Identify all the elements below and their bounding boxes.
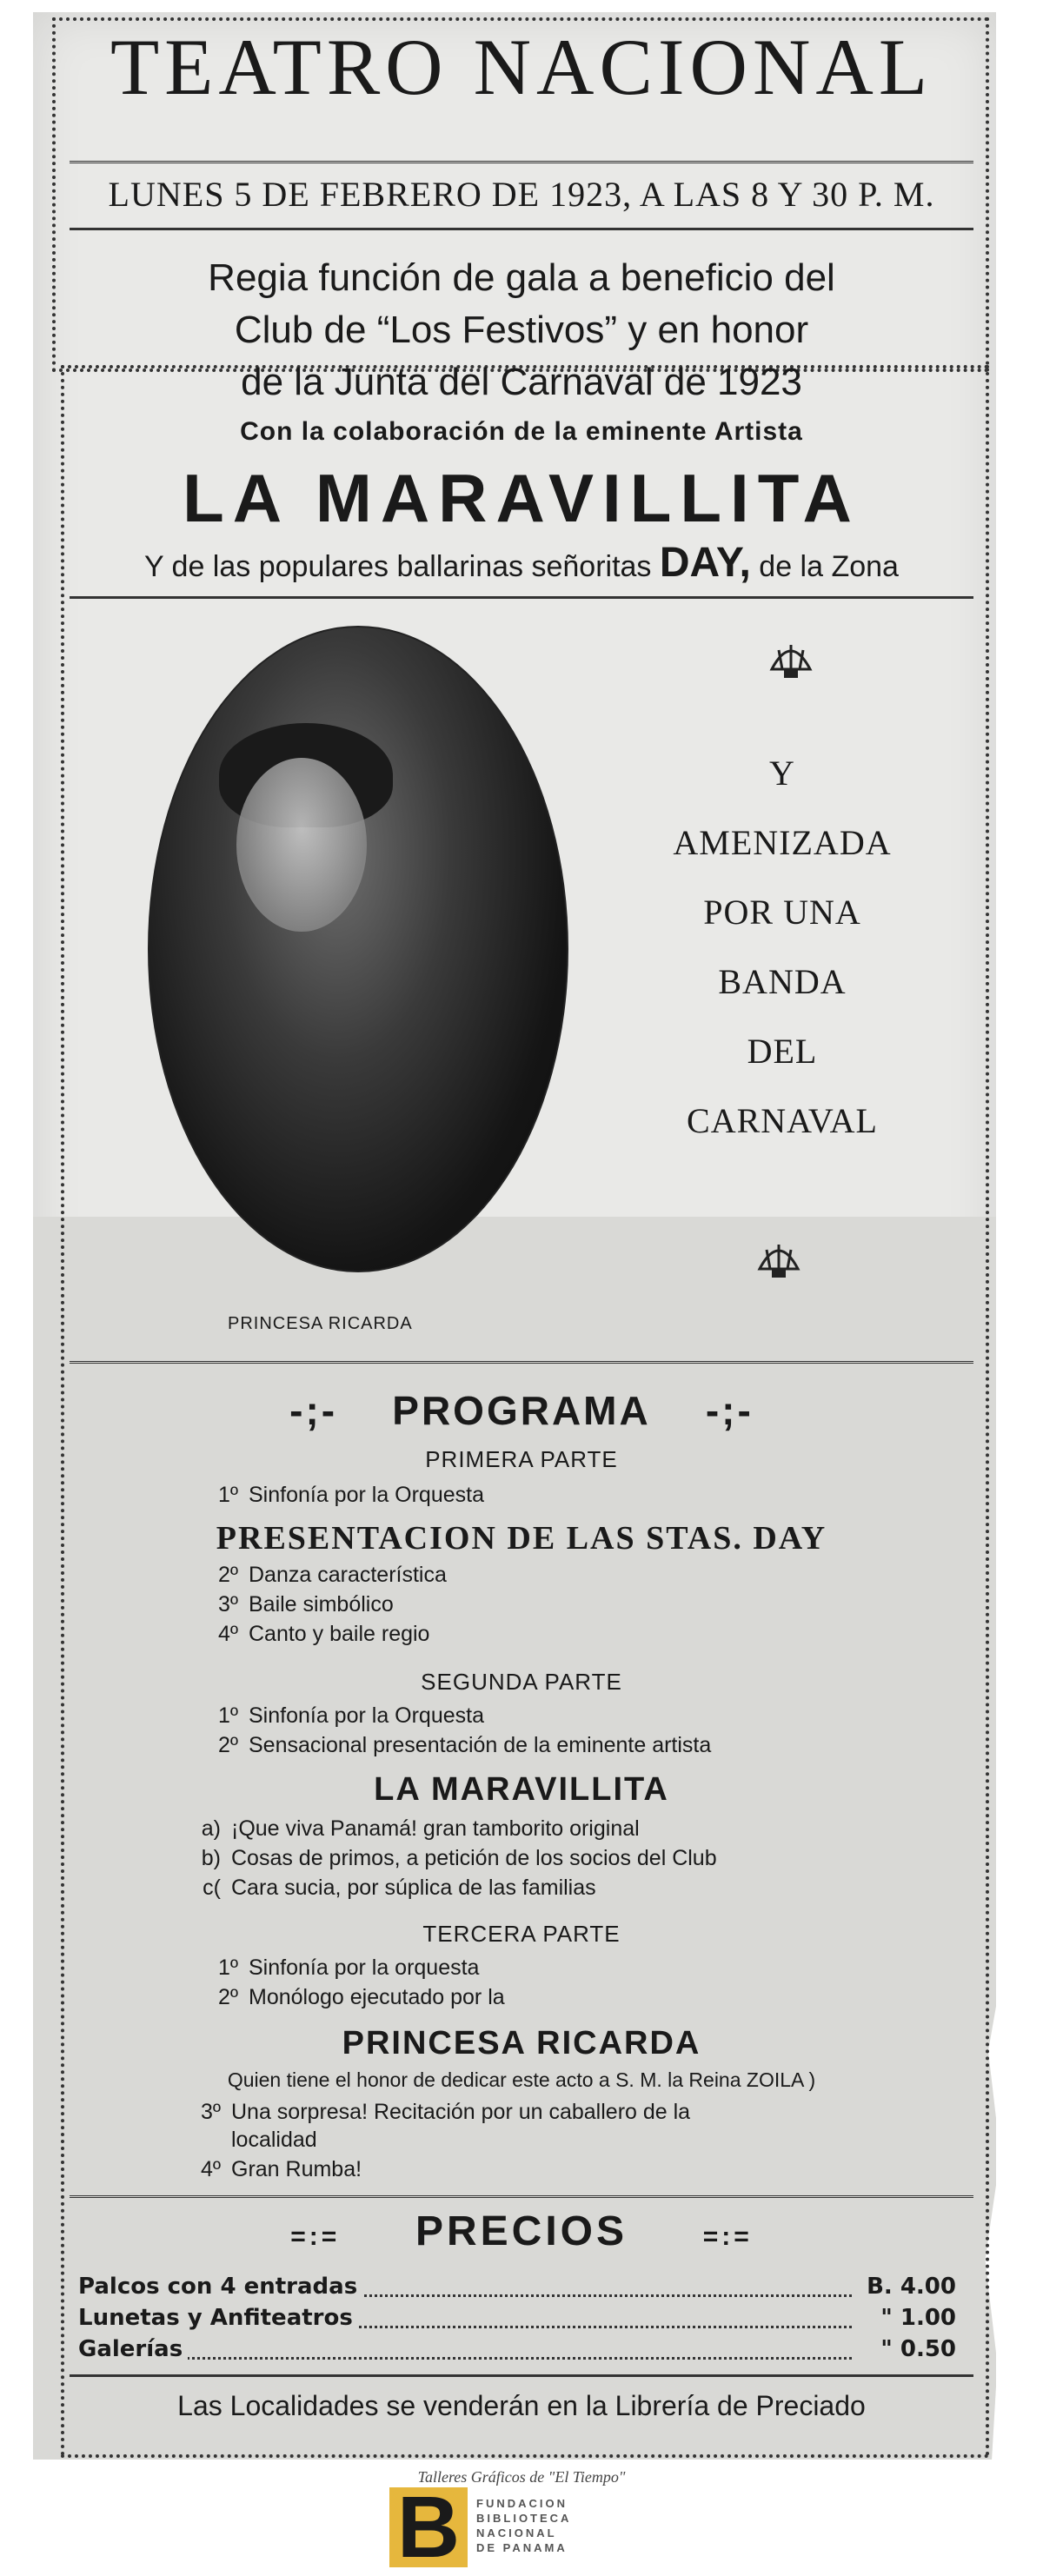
item-text: ¡Que viva Panamá! gran tamborito original [231,1816,640,1841]
dancers-line [52,539,991,587]
date-rule [70,228,973,230]
price-value: B. 4.00 [867,2274,956,2300]
band-line: CARNAVAL [687,1101,878,1140]
section-maravillita: LA MARAVILLITA [374,1771,669,1808]
program-item [174,2157,362,2182]
logo-line: DE PANAMA [476,2541,568,2554]
shell-ornament-icon [767,634,815,683]
programa-title: PROGRAMA [392,1388,651,1433]
precios-heading [52,2208,991,2255]
intro-rule [70,596,973,599]
portrait-oval [148,626,568,1272]
band-line: BANDA [718,962,847,1001]
dancers-post: de la Zona [759,550,899,583]
band-text [608,739,956,1156]
ornament-left: -;- [289,1388,338,1433]
program-item [191,1985,505,2010]
price-label: Galerías [78,2336,188,2362]
portrait-caption: PRINCESA RICARDA [228,1314,413,1333]
price-value: " 1.00 [880,2305,956,2331]
item-text: Baile simbólico [249,1592,394,1617]
portrait-face [236,758,367,932]
dancers-name: DAY, [659,540,751,586]
title-rule [70,161,973,167]
item-text: Danza característica [249,1563,447,1587]
program-item [191,1483,484,1508]
item-text: Canto y baile regio [249,1622,430,1646]
part-label-segunda: SEGUNDA PARTE [421,1669,622,1695]
logo-line: BIBLIOTECA [476,2512,572,2525]
item-number: 2º [217,1985,238,2009]
price-row [78,2305,956,2334]
item-number: 2º [217,1563,238,1587]
section-stas-day: PRESENTACION DE LAS STAS. DAY [216,1520,827,1557]
item-text: Cosas de primos, a petición de los socios del Club [231,1846,717,1870]
program-item [191,1703,484,1729]
item-text: Sinfonía por la Orquesta [249,1483,484,1507]
programa-heading [52,1387,991,1434]
item-text: Monólogo ejecutado por la [249,1985,505,2009]
logo-line: FUNDACION [476,2497,568,2510]
program-item [191,1622,429,1647]
band-line: AMENIZADA [673,823,892,862]
intro-line-3: de la Junta del Carnaval de 1923 [241,361,802,403]
intro-text [52,252,991,408]
item-number: 3º [217,1592,238,1617]
item-number: 4º [200,2157,221,2181]
price-label: Lunetas y Anfiteatros [78,2305,358,2331]
section-princesa-ricarda: PRINCESA RICARDA [342,2025,701,2061]
programa-top-rule [70,1361,973,1367]
dedication-note: Quien tiene el honor de dedicar este acto a S. M. la Reina ZOILA ) [227,2068,816,2091]
item-text: localidad [231,2128,317,2152]
item-text: Gran Rumba! [231,2157,362,2181]
item-text: Sinfonía por la orquesta [249,1955,480,1980]
leader-dots [78,2357,852,2360]
item-number: 1º [217,1703,238,1728]
band-line: Y [769,754,795,793]
library-logo: B [389,2487,468,2567]
item-number: a) [201,1816,221,1841]
program-item [174,2128,317,2153]
item-number: 4º [217,1622,238,1646]
theater-title: TEATRO NACIONAL [110,23,933,111]
item-number: 2º [217,1733,238,1757]
program-subitem [174,1876,596,1901]
program-item [191,1563,447,1588]
band-line: DEL [747,1032,818,1071]
ornament-right: =:= [702,2222,753,2251]
intro-line-2: Club de “Los Festivos” y en honor [234,309,809,351]
printer-credit: Talleres Gráficos de "El Tiempo" [417,2468,626,2486]
program-subitem [174,1846,717,1871]
item-text: Cara sucia, por súplica de las familias [231,1876,596,1900]
precios-title: PRECIOS [415,2208,628,2254]
ticket-info: Las Localidades se venderán en la Librería de Preciado [177,2390,866,2421]
program-item [174,2100,690,2125]
intro-line-1: Regia función de gala a beneficio del [208,256,835,299]
item-text: Una sorpresa! Recitación por un caballero de la [231,2100,691,2124]
program-item [191,1733,711,1758]
library-logo-text [476,2496,571,2555]
price-row [78,2274,956,2303]
price-label: Palcos con 4 entradas [78,2274,362,2300]
item-text: Sinfonía por la Orquesta [249,1703,484,1728]
item-text: Sensacional presentación de la eminente artista [249,1733,712,1757]
shell-ornament-icon [754,1234,803,1283]
item-number: 3º [200,2100,221,2124]
band-line: POR UNA [703,893,861,932]
ornament-right: -;- [705,1388,754,1433]
program-item [191,1592,394,1617]
item-number: b) [201,1846,221,1870]
item-number: c( [203,1876,221,1900]
artist-name: LA MARAVILLITA [183,460,860,536]
part-label-tercera: TERCERA PARTE [422,1921,621,1947]
logo-line: NACIONAL [476,2526,557,2539]
localidades-rule [70,2374,973,2377]
collaboration-line: Con la colaboración de la eminente Artista [240,417,803,446]
part-label-primera: PRIMERA PARTE [425,1446,618,1472]
program-subitem [174,1816,640,1842]
item-number: 1º [217,1483,238,1507]
price-value: " 0.50 [880,2336,956,2362]
ornament-left: =:= [290,2222,341,2251]
price-row [78,2336,956,2366]
program-item [191,1955,479,1981]
item-number: 1º [217,1955,238,1980]
dancers-pre: Y de las populares ballarinas señoritas [144,550,652,583]
event-date: LUNES 5 DE FEBRERO DE 1923, A LAS 8 Y 30 P. M. [108,175,935,214]
precios-top-rule [70,2195,973,2201]
